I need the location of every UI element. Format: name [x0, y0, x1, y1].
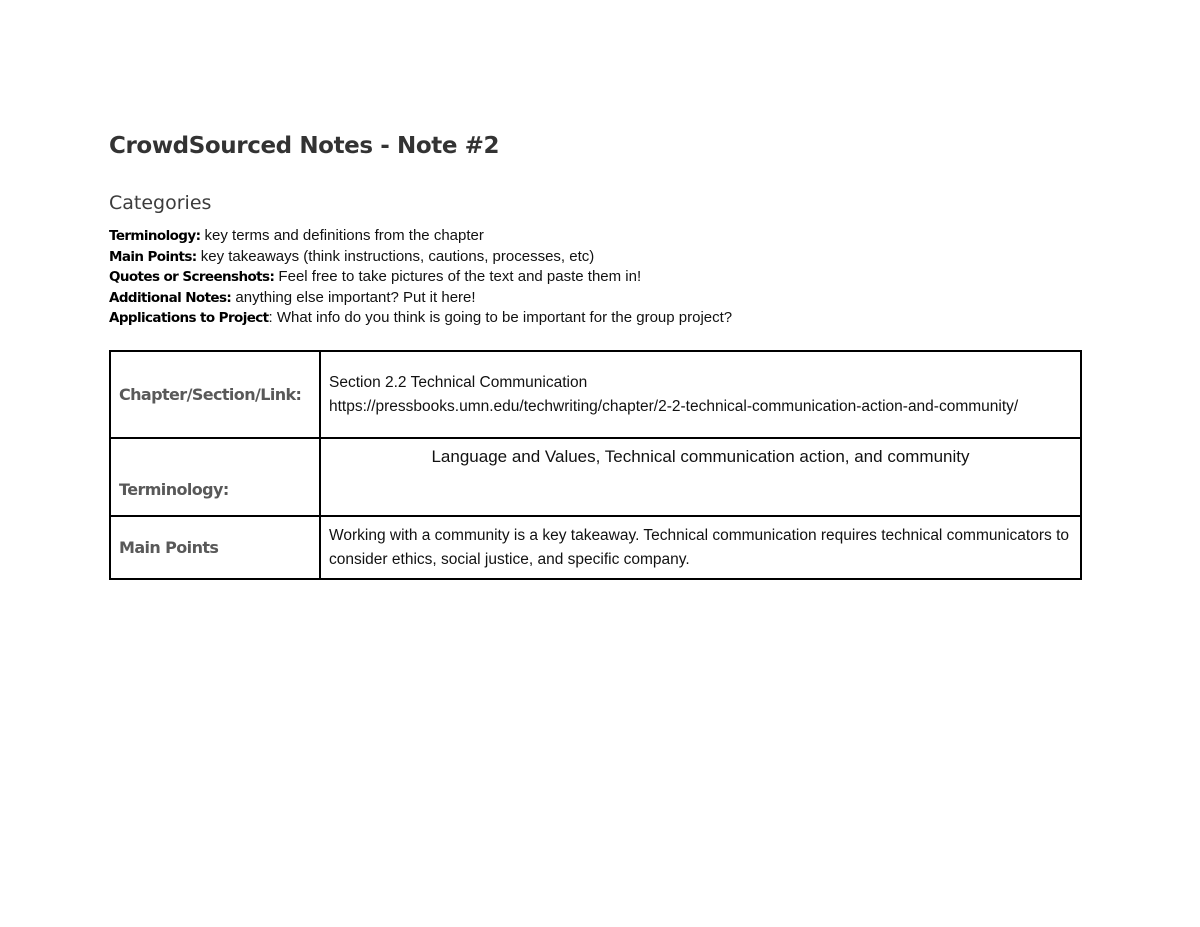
terminology-label: Terminology:: [110, 438, 320, 516]
page-title: CrowdSourced Notes - Note #2: [109, 133, 500, 159]
category-item-terminology: [109, 226, 732, 247]
category-term: Main Points:: [109, 248, 197, 265]
category-item-additional-notes: [109, 288, 732, 309]
category-term: Additional Notes:: [109, 289, 232, 306]
chapter-value: [320, 351, 1081, 438]
category-description: Feel free to take pictures of the text and paste them in!: [274, 268, 642, 285]
category-item-main-points: [109, 247, 732, 268]
chapter-label: Chapter/Section/Link:: [110, 351, 320, 438]
category-description: anything else important? Put it here!: [231, 288, 476, 306]
category-description: : What info do you think is going to be important for the group project?: [268, 309, 733, 326]
chapter-link[interactable]: https://pressbooks.umn.edu/techwriting/chapter/2-2-technical-communication-action-and-community/: [329, 397, 1019, 415]
notes-table: [109, 350, 1082, 580]
category-term: Applications to Project: [109, 310, 269, 326]
main-points-value: Working with a community is a key takeaway. Technical communication requires technical communicators to consider ethics, social justice, and specific company.: [320, 516, 1081, 579]
categories-heading: Categories: [109, 192, 212, 214]
category-item-quotes: [109, 267, 732, 288]
categories-list: [109, 226, 732, 329]
category-description: key terms and definitions from the chapter: [200, 227, 484, 244]
category-term: Quotes or Screenshots:: [109, 269, 275, 285]
table-row: [110, 438, 1081, 516]
table-row: [110, 351, 1081, 438]
category-description: key takeaways (think instructions, cautions, processes, etc): [196, 247, 595, 265]
main-points-label: Main Points: [110, 516, 320, 579]
table-row: [110, 516, 1081, 579]
category-term: Terminology:: [109, 228, 201, 244]
category-item-applications: [109, 308, 732, 329]
chapter-section-text: Section 2.2 Technical Communication: [329, 374, 588, 391]
terminology-value: Language and Values, Technical communication action, and community: [320, 438, 1081, 516]
